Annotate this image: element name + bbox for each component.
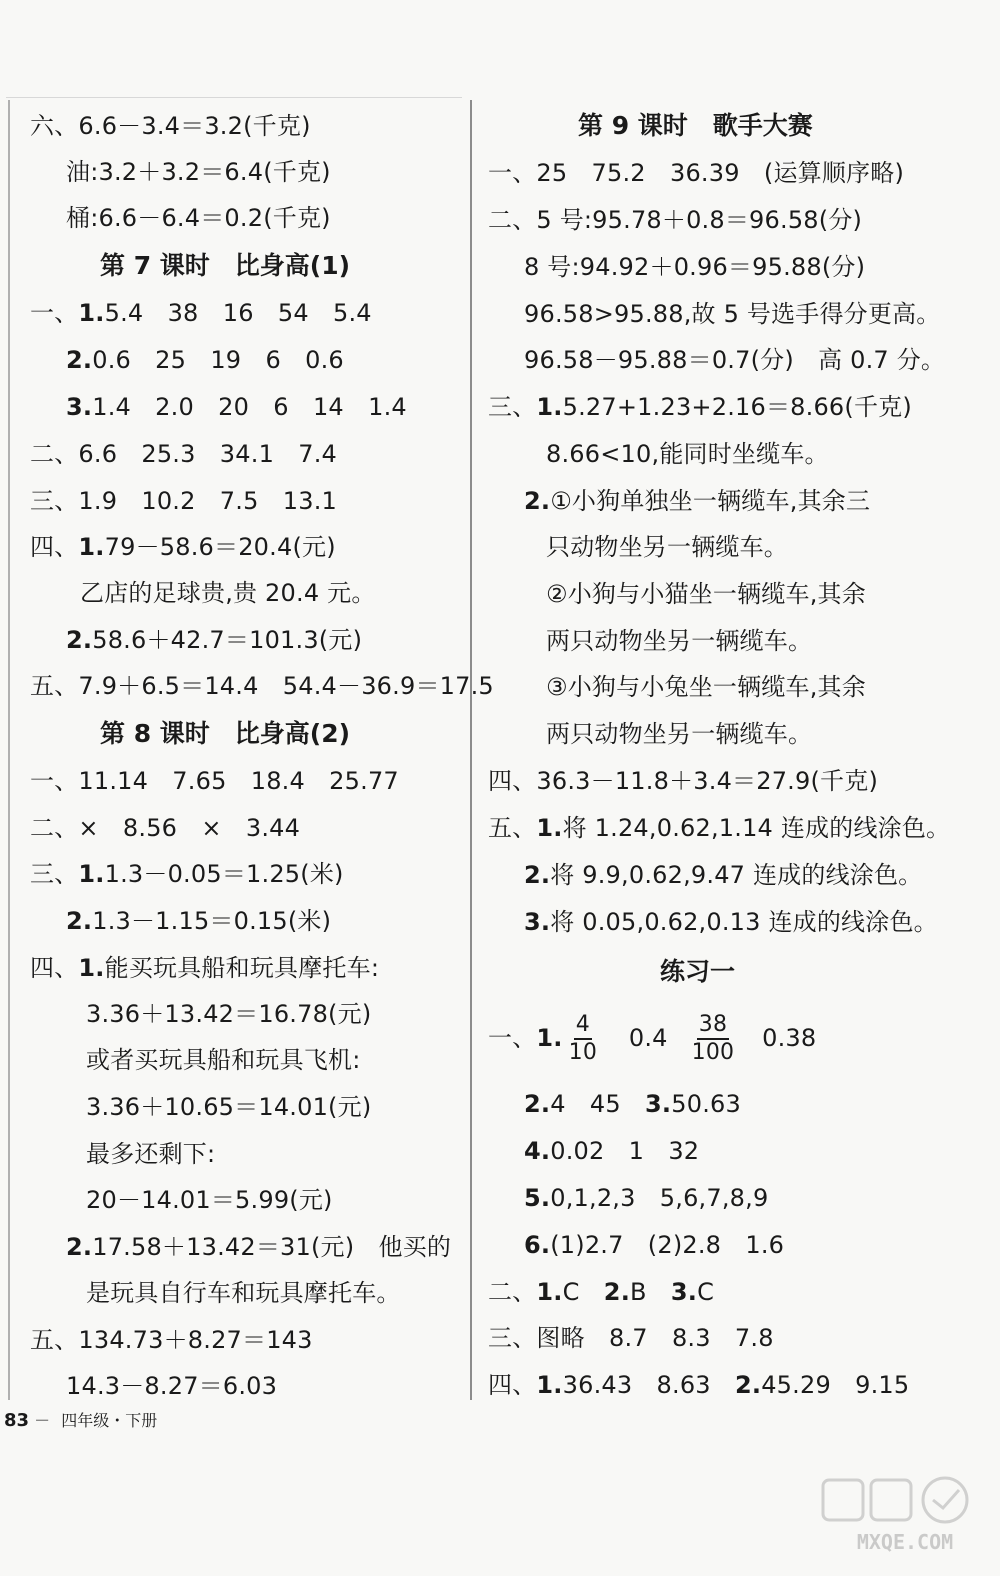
answer-line: 是玩具自行车和玩具摩托车。 (86, 1279, 401, 1307)
answer-text: 1.4 2.0 20 6 14 1.4 (92, 393, 407, 421)
item-number: 5. (524, 1184, 551, 1212)
answer-line: 8.66<10,能同时坐缆车。 (546, 440, 829, 468)
answer-text: 5.27+1.23+2.16＝8.66(千克) (562, 393, 912, 421)
item-number: 2. (524, 861, 551, 889)
section-number: 三、 (488, 393, 537, 421)
item-number: 2. (66, 1233, 93, 1261)
answer-line (488, 1370, 909, 1400)
answer-line: 六、6.6－3.4＝3.2(千克) (30, 112, 311, 140)
answer-text: 0,1,2,3 5,6,7,8,9 (550, 1184, 769, 1212)
answer-line (488, 1277, 714, 1307)
answer-line (30, 532, 336, 562)
item-number: 3. (670, 1278, 698, 1306)
answer-line: 五、134.73＋8.27＝143 (30, 1326, 313, 1354)
item-number: 1. (536, 814, 563, 842)
watermark (815, 1472, 995, 1562)
answer-line: 一、25 75.2 36.39 (运算顺序略) (488, 159, 905, 187)
answer-text: 58.6＋42.7＝101.3(元) (92, 626, 363, 654)
item-number: 1. (78, 954, 105, 982)
answer-line (66, 1232, 451, 1262)
answer-line: 油:3.2＋3.2＝6.4(千克) (66, 158, 331, 186)
answer-line: 四、36.3－11.8＋3.4＝27.9(千克) (488, 767, 879, 795)
item-number: 2. (66, 346, 93, 374)
answer-text: 1.3－0.05＝1.25(米) (104, 860, 344, 888)
answer-line: 3.36＋13.42＝16.78(元) (86, 1000, 372, 1028)
answer-line: 一、11.14 7.65 18.4 25.77 (30, 767, 399, 795)
answer-line (524, 1089, 741, 1119)
section-number: 一、 (488, 1024, 537, 1052)
grade-label: 四年级・下册 (61, 1411, 158, 1430)
answer-text: 0.02 1 32 (550, 1137, 700, 1165)
answer-line: 14.3－8.27＝6.03 (66, 1372, 278, 1400)
answer-text: 4 45 (550, 1090, 646, 1118)
section-number: 三、 (30, 860, 79, 888)
answer-line: 三、图略 8.7 8.3 7.8 (488, 1324, 774, 1352)
section-number: 一、 (30, 299, 79, 327)
item-number: 2. (524, 487, 551, 515)
answer-line: 五、7.9＋6.5＝14.4 54.4－36.9＝17.5 (30, 672, 494, 700)
item-number: 1. (78, 299, 105, 327)
answer-line: 96.58>95.88,故 5 号选手得分更高。 (524, 300, 941, 328)
answer-line: 三、1.9 10.2 7.5 13.1 (30, 487, 338, 515)
answer-line (66, 906, 331, 936)
item-number: 2. (734, 1371, 762, 1399)
exercise-heading: 练习一 (660, 957, 736, 986)
answer-text: C (697, 1278, 715, 1306)
answer-line (488, 813, 950, 843)
fraction-numerator: 38 (697, 1012, 729, 1040)
item-number: 1. (78, 860, 105, 888)
answer-text: 36.43 8.63 (562, 1371, 735, 1399)
answer-line: ②小狗与小猫坐一辆缆车,其余 (546, 580, 866, 608)
answer-line: 二、5 号:95.78＋0.8＝96.58(分) (488, 206, 863, 234)
section-number: 四、 (30, 954, 79, 982)
answer-text: C (562, 1278, 604, 1306)
footer-dash: － (34, 1411, 51, 1430)
item-number: 3. (645, 1090, 672, 1118)
answer-line (66, 392, 407, 422)
answer-line: 二、× 8.56 × 3.44 (30, 814, 301, 842)
answer-line (524, 1136, 699, 1166)
fraction (569, 1012, 597, 1066)
answer-text: 1.3－1.15＝0.15(米) (92, 907, 332, 935)
answer-text: ①小狗单独坐一辆缆车,其余三 (550, 487, 871, 515)
answer-text: 5.4 38 16 54 5.4 (104, 299, 372, 327)
watermark-logo-icon (815, 1472, 995, 1532)
answer-text: 45.29 9.15 (761, 1371, 910, 1399)
fraction (692, 1012, 735, 1066)
answer-line (524, 1183, 768, 1213)
fraction-denominator: 10 (568, 1040, 598, 1065)
answer-line (524, 860, 922, 890)
answer-text: 能买玩具船和玩具摩托车: (104, 954, 380, 982)
answer-line: 20－14.01＝5.99(元) (86, 1186, 333, 1214)
item-number: 4. (524, 1137, 551, 1165)
answer-line (30, 298, 372, 328)
answer-line (30, 953, 379, 983)
answer-text: (1)2.7 (2)2.8 1.6 (550, 1231, 785, 1259)
answer-text: 将 0.05,0.62,0.13 连成的线涂色。 (550, 908, 938, 936)
item-number: 1. (536, 393, 563, 421)
section-number: 四、 (488, 1371, 537, 1399)
item-number: 2. (66, 907, 93, 935)
answer-line (524, 907, 938, 937)
fraction-denominator: 100 (691, 1040, 735, 1065)
answer-line (524, 1230, 784, 1260)
section-number: 五、 (488, 814, 537, 842)
left-margin-rule (8, 100, 10, 1400)
answer-line: 最多还剩下: (86, 1140, 216, 1168)
page-footer (4, 1410, 157, 1432)
item-number: 1. (536, 1371, 563, 1399)
answer-line: 桶:6.6－6.4＝0.2(千克) (66, 204, 331, 232)
item-number: 2. (603, 1278, 631, 1306)
answer-line: 3.36＋10.65＝14.01(元) (86, 1093, 372, 1121)
answer-line: 乙店的足球贵,贵 20.4 元。 (80, 579, 376, 607)
answer-line (524, 486, 870, 516)
column-divider (470, 100, 472, 1400)
lesson-heading: 第 8 课时 比身高(2) (100, 719, 351, 748)
answer-line (66, 625, 362, 655)
answer-line (30, 859, 344, 889)
item-number: 2. (524, 1090, 551, 1118)
answer-text: 将 1.24,0.62,1.14 连成的线涂色。 (562, 814, 951, 842)
answer-text: 将 9.9,0.62,9.47 连成的线涂色。 (550, 861, 923, 889)
item-number: 6. (524, 1231, 551, 1259)
answer-line (66, 345, 344, 375)
item-number: 3. (66, 393, 93, 421)
answer-line: ③小狗与小兔坐一辆缆车,其余 (546, 673, 866, 701)
item-number: 1. (536, 1024, 563, 1052)
answer-text: 0.4 (628, 1024, 668, 1052)
lesson-heading: 第 7 课时 比身高(1) (100, 251, 351, 280)
fraction-numerator: 4 (574, 1012, 592, 1040)
answer-line: 96.58－95.88＝0.7(分) 高 0.7 分。 (524, 346, 946, 374)
item-number: 3. (524, 908, 551, 936)
answer-line (488, 1008, 816, 1068)
answer-line: 二、6.6 25.3 34.1 7.4 (30, 440, 338, 468)
answer-text: 50.63 (671, 1090, 741, 1118)
answer-text: B (630, 1278, 671, 1306)
answer-line: 8 号:94.92＋0.96＝95.88(分) (524, 253, 866, 281)
item-number: 1. (536, 1278, 563, 1306)
section-number: 二、 (488, 1278, 537, 1306)
top-rule (6, 97, 462, 98)
answer-text: 0.6 25 19 6 0.6 (92, 346, 344, 374)
section-number: 四、 (30, 533, 79, 561)
page-number: 83 (4, 1410, 30, 1431)
item-number: 1. (78, 533, 105, 561)
answer-line: 两只动物坐另一辆缆车。 (546, 627, 813, 655)
answer-text: 79－58.6＝20.4(元) (104, 533, 336, 561)
answer-line: 只动物坐另一辆缆车。 (546, 533, 788, 561)
lesson-heading: 第 9 课时 歌手大赛 (578, 111, 813, 140)
answer-line (488, 392, 912, 422)
item-number: 2. (66, 626, 93, 654)
answer-line: 或者买玩具船和玩具飞机: (86, 1046, 361, 1074)
answer-text: 0.38 (762, 1024, 817, 1052)
answer-text: 17.58＋13.42＝31(元) 他买的 (92, 1233, 452, 1261)
watermark-site: MXQE.COM (856, 1530, 954, 1554)
answer-line: 两只动物坐另一辆缆车。 (546, 720, 813, 748)
